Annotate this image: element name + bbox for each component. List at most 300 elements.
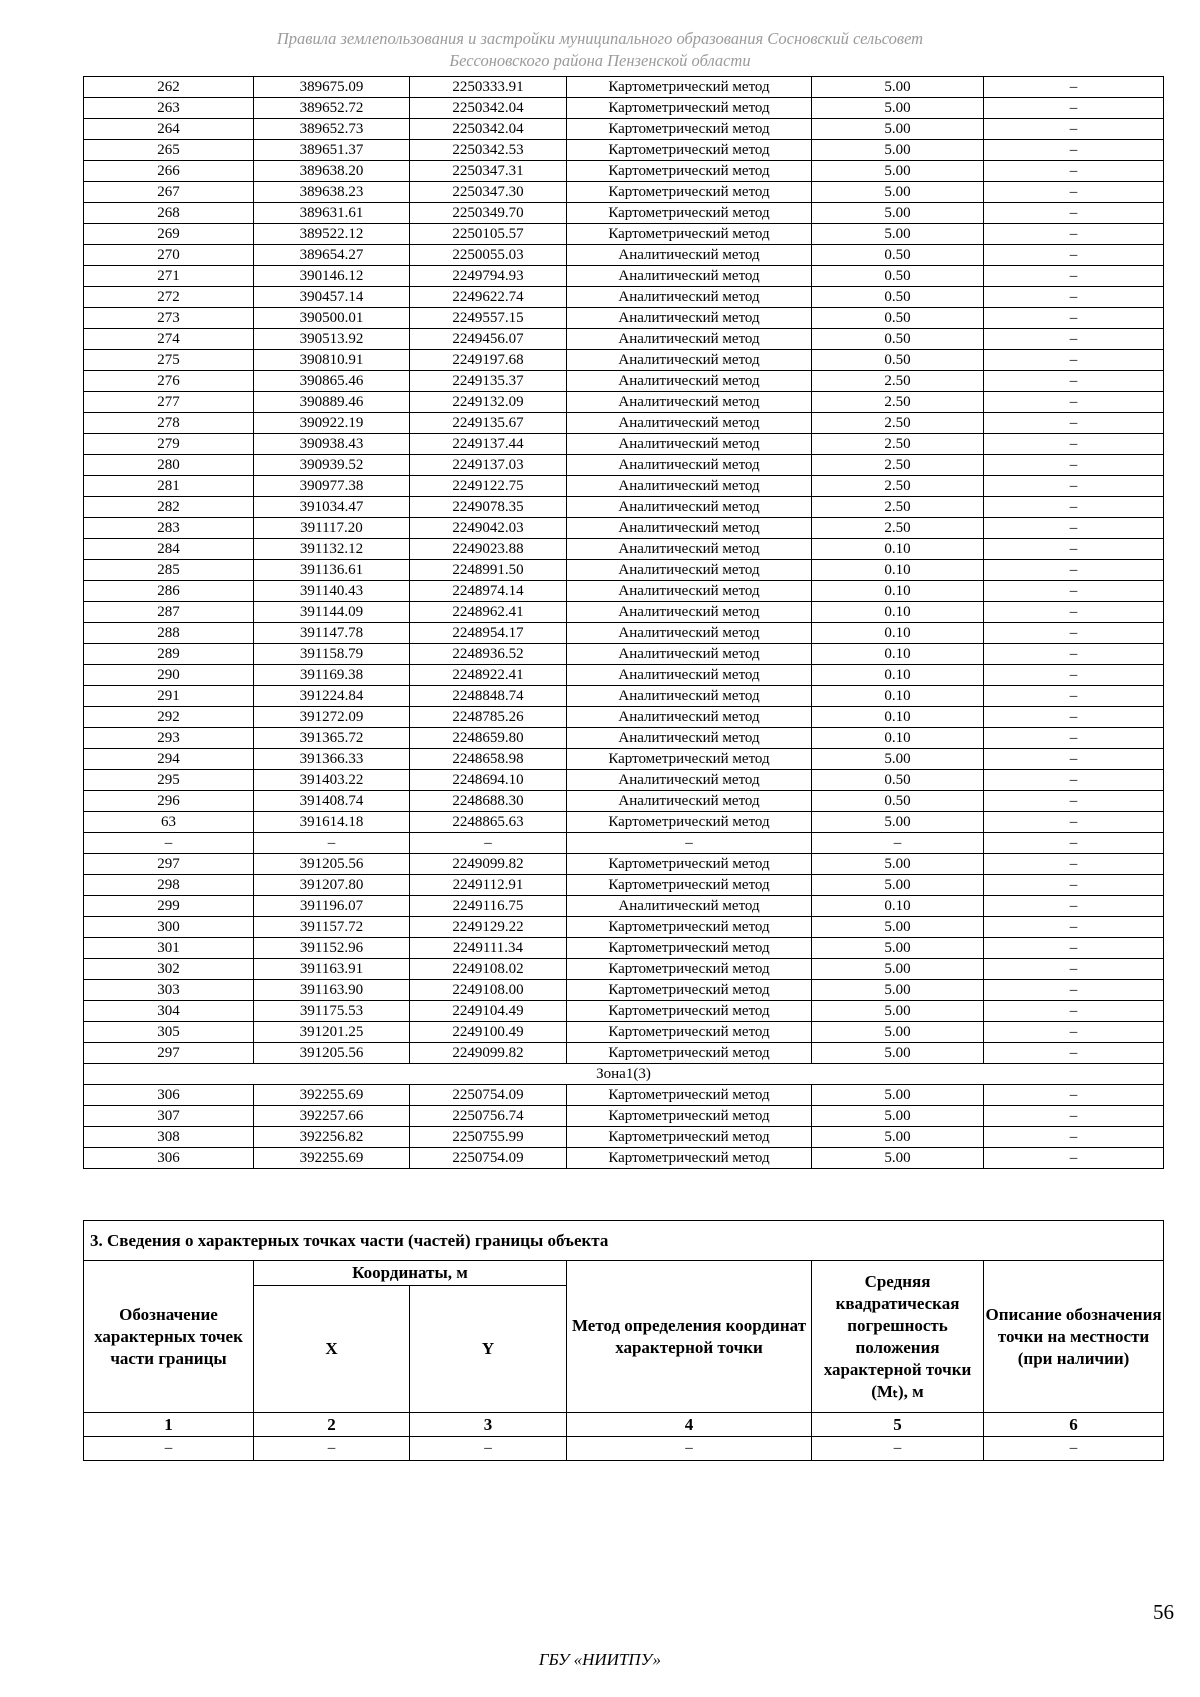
table-cell: Аналитический метод xyxy=(567,686,812,707)
table-cell: Картометрический метод xyxy=(567,854,812,875)
table-cell: Аналитический метод xyxy=(567,644,812,665)
table-row xyxy=(84,98,1164,119)
table-cell: 2249099.82 xyxy=(410,854,567,875)
table-cell: 288 xyxy=(84,623,254,644)
table-cell: 0.10 xyxy=(812,623,984,644)
table-cell: – xyxy=(984,119,1164,140)
table-row xyxy=(84,623,1164,644)
table-cell: 282 xyxy=(84,497,254,518)
table-cell: 0.50 xyxy=(812,287,984,308)
table-cell: 391207.80 xyxy=(254,875,410,896)
table-row xyxy=(84,392,1164,413)
table-cell: 274 xyxy=(84,329,254,350)
table-row xyxy=(84,917,1164,938)
table-cell: 2249129.22 xyxy=(410,917,567,938)
col-coords-header: Координаты, м xyxy=(254,1261,567,1286)
table-cell: 2250105.57 xyxy=(410,224,567,245)
table-cell: – xyxy=(984,1148,1164,1169)
table-cell: – xyxy=(567,1437,812,1461)
table-cell: – xyxy=(984,560,1164,581)
table-cell: – xyxy=(984,266,1164,287)
table-cell: 390146.12 xyxy=(254,266,410,287)
table-cell: 0.10 xyxy=(812,665,984,686)
section3-title: 3. Сведения о характерных точках части (частей) границы объекта xyxy=(84,1221,1164,1261)
table-row xyxy=(84,1022,1164,1043)
table-cell: Аналитический метод xyxy=(567,665,812,686)
table-cell: 262 xyxy=(84,77,254,98)
table-cell: 389522.12 xyxy=(254,224,410,245)
table-cell: 280 xyxy=(84,455,254,476)
table-cell: 391175.53 xyxy=(254,1001,410,1022)
table-row xyxy=(84,581,1164,602)
table-cell: 390938.43 xyxy=(254,434,410,455)
table-cell: 294 xyxy=(84,749,254,770)
table-cell: 2249197.68 xyxy=(410,350,567,371)
table-cell: – xyxy=(984,140,1164,161)
table-cell: 267 xyxy=(84,182,254,203)
table-cell: 5.00 xyxy=(812,980,984,1001)
page-number: 56 xyxy=(1153,1600,1174,1624)
table-row xyxy=(84,455,1164,476)
table-cell: Аналитический метод xyxy=(567,308,812,329)
table-cell: – xyxy=(984,329,1164,350)
table-cell: 269 xyxy=(84,224,254,245)
table-row xyxy=(84,1043,1164,1064)
zone-row xyxy=(84,1064,1164,1085)
table-cell: – xyxy=(984,665,1164,686)
table-row xyxy=(84,350,1164,371)
table-cell: 5.00 xyxy=(812,1148,984,1169)
table-row xyxy=(84,875,1164,896)
table-cell: 0.50 xyxy=(812,770,984,791)
table-cell: Картометрический метод xyxy=(567,1085,812,1106)
section3-table xyxy=(83,1220,1164,1461)
table-cell: 2248848.74 xyxy=(410,686,567,707)
table-cell: Картометрический метод xyxy=(567,812,812,833)
table-cell: Картометрический метод xyxy=(567,959,812,980)
table-cell: 389652.73 xyxy=(254,119,410,140)
table-cell: 295 xyxy=(84,770,254,791)
table-cell: Картометрический метод xyxy=(567,1127,812,1148)
table-cell: 2248785.26 xyxy=(410,707,567,728)
table-row xyxy=(84,161,1164,182)
table-row xyxy=(84,1148,1164,1169)
table-cell: – xyxy=(984,476,1164,497)
header-line-1: Правила землепользования и застройки муниципального образования Сосновский сельсовет xyxy=(276,29,924,48)
table-cell: 2250342.04 xyxy=(410,119,567,140)
table-cell: 5.00 xyxy=(812,161,984,182)
table-cell: 0.50 xyxy=(812,266,984,287)
table-cell: 2249042.03 xyxy=(410,518,567,539)
table-row xyxy=(84,980,1164,1001)
table-cell: 390865.46 xyxy=(254,371,410,392)
table-row xyxy=(84,1106,1164,1127)
table-cell: Картометрический метод xyxy=(567,77,812,98)
table-cell: 390939.52 xyxy=(254,455,410,476)
table-cell: 281 xyxy=(84,476,254,497)
col-y-header: Y xyxy=(410,1286,567,1413)
table-cell: 0.50 xyxy=(812,350,984,371)
table-cell: Аналитический метод xyxy=(567,413,812,434)
table-cell: 391147.78 xyxy=(254,623,410,644)
table-cell: 2250055.03 xyxy=(410,245,567,266)
table-cell: – xyxy=(984,308,1164,329)
table-cell: 2249111.34 xyxy=(410,938,567,959)
table-cell: 5.00 xyxy=(812,224,984,245)
table-row xyxy=(84,896,1164,917)
table-cell: 302 xyxy=(84,959,254,980)
table-cell: 2.50 xyxy=(812,455,984,476)
table-cell: 391614.18 xyxy=(254,812,410,833)
table-cell: 2250754.09 xyxy=(410,1148,567,1169)
table-cell: 263 xyxy=(84,98,254,119)
table-cell: 2.50 xyxy=(812,518,984,539)
table-cell: 307 xyxy=(84,1106,254,1127)
table-cell: 283 xyxy=(84,518,254,539)
table-cell: 391365.72 xyxy=(254,728,410,749)
table-cell: 389638.23 xyxy=(254,182,410,203)
table-cell: Аналитический метод xyxy=(567,392,812,413)
table-cell: 2250342.53 xyxy=(410,140,567,161)
table-cell: Аналитический метод xyxy=(567,707,812,728)
table-row xyxy=(84,959,1164,980)
table-cell: Картометрический метод xyxy=(567,1043,812,1064)
table-cell: – xyxy=(254,833,410,854)
table-cell: 284 xyxy=(84,539,254,560)
table-cell: 0.10 xyxy=(812,728,984,749)
table-cell: – xyxy=(984,455,1164,476)
table-row xyxy=(84,203,1164,224)
table-cell: – xyxy=(984,623,1164,644)
table-cell: – xyxy=(84,833,254,854)
table-cell: – xyxy=(984,224,1164,245)
table-cell: 2248936.52 xyxy=(410,644,567,665)
table-cell: – xyxy=(984,413,1164,434)
table-row xyxy=(84,938,1164,959)
table-cell: – xyxy=(984,434,1164,455)
table-row xyxy=(84,476,1164,497)
table-cell: 266 xyxy=(84,161,254,182)
table-cell: Аналитический метод xyxy=(567,602,812,623)
table-row xyxy=(84,791,1164,812)
table-cell: – xyxy=(984,1127,1164,1148)
col-number: 6 xyxy=(984,1413,1164,1437)
table-cell: 308 xyxy=(84,1127,254,1148)
table-cell: 0.50 xyxy=(812,329,984,350)
table-cell: 0.10 xyxy=(812,539,984,560)
table-cell: – xyxy=(84,1437,254,1461)
table-cell: 63 xyxy=(84,812,254,833)
table-cell: 391205.56 xyxy=(254,854,410,875)
table-row xyxy=(84,119,1164,140)
table-cell: 264 xyxy=(84,119,254,140)
table-cell: 2249622.74 xyxy=(410,287,567,308)
table-cell: 0.10 xyxy=(812,686,984,707)
table-cell: 285 xyxy=(84,560,254,581)
table-cell: Аналитический метод xyxy=(567,791,812,812)
table-cell: – xyxy=(984,602,1164,623)
table-cell: Аналитический метод xyxy=(567,371,812,392)
table-cell: 390513.92 xyxy=(254,329,410,350)
table-cell: 390889.46 xyxy=(254,392,410,413)
table-cell: – xyxy=(984,644,1164,665)
table-cell: 2250349.70 xyxy=(410,203,567,224)
table-cell: 301 xyxy=(84,938,254,959)
header-line-2: Бессоновского района Пензенской области xyxy=(449,51,751,70)
table-cell: – xyxy=(984,392,1164,413)
table-cell: 391201.25 xyxy=(254,1022,410,1043)
col-error-header: Средняя квадратическая погрешность положения характерной точки (Mₜ), м xyxy=(812,1261,984,1413)
table-row xyxy=(84,1127,1164,1148)
table-cell: 275 xyxy=(84,350,254,371)
table-cell: 2249104.49 xyxy=(410,1001,567,1022)
table-cell: 0.10 xyxy=(812,896,984,917)
table-cell: – xyxy=(984,812,1164,833)
table-cell: 279 xyxy=(84,434,254,455)
table-cell: 0.10 xyxy=(812,560,984,581)
table-cell: 286 xyxy=(84,581,254,602)
section3-empty-row xyxy=(84,1437,1164,1461)
table-cell: 391169.38 xyxy=(254,665,410,686)
table-cell: 5.00 xyxy=(812,749,984,770)
table-cell: 0.10 xyxy=(812,644,984,665)
table-row xyxy=(84,812,1164,833)
table-cell: 391163.90 xyxy=(254,980,410,1001)
table-cell: Картометрический метод xyxy=(567,140,812,161)
table-cell: 5.00 xyxy=(812,854,984,875)
table-cell: – xyxy=(984,938,1164,959)
table-cell: 2248694.10 xyxy=(410,770,567,791)
table-cell: Аналитический метод xyxy=(567,476,812,497)
table-cell: Аналитический метод xyxy=(567,581,812,602)
table-cell: Аналитический метод xyxy=(567,266,812,287)
table-cell: 5.00 xyxy=(812,959,984,980)
table-cell: 304 xyxy=(84,1001,254,1022)
table-cell: 5.00 xyxy=(812,812,984,833)
table-cell: 392257.66 xyxy=(254,1106,410,1127)
points-table xyxy=(83,76,1164,1169)
table-cell: Картометрический метод xyxy=(567,1001,812,1022)
table-cell: 297 xyxy=(84,1043,254,1064)
table-cell: – xyxy=(984,1022,1164,1043)
table-cell: – xyxy=(984,1106,1164,1127)
table-cell: Картометрический метод xyxy=(567,980,812,1001)
table-row xyxy=(84,1001,1164,1022)
table-cell: Аналитический метод xyxy=(567,560,812,581)
table-cell: 5.00 xyxy=(812,917,984,938)
table-cell: 2.50 xyxy=(812,476,984,497)
table-cell: – xyxy=(984,371,1164,392)
table-cell: 5.00 xyxy=(812,938,984,959)
table-row xyxy=(84,140,1164,161)
table-cell: 0.10 xyxy=(812,581,984,602)
table-cell: 391224.84 xyxy=(254,686,410,707)
table-cell: 277 xyxy=(84,392,254,413)
table-cell: – xyxy=(984,539,1164,560)
table-cell: – xyxy=(254,1437,410,1461)
table-cell: 392255.69 xyxy=(254,1148,410,1169)
table-cell: 389654.27 xyxy=(254,245,410,266)
table-cell: 391140.43 xyxy=(254,581,410,602)
table-cell: Аналитический метод xyxy=(567,770,812,791)
table-cell: 2.50 xyxy=(812,497,984,518)
table-row xyxy=(84,434,1164,455)
table-cell: 268 xyxy=(84,203,254,224)
table-cell: 389631.61 xyxy=(254,203,410,224)
table-cell: 0.10 xyxy=(812,707,984,728)
table-cell: 299 xyxy=(84,896,254,917)
table-cell: 392256.82 xyxy=(254,1127,410,1148)
table-cell: 298 xyxy=(84,875,254,896)
table-row xyxy=(84,728,1164,749)
table-cell: 391205.56 xyxy=(254,1043,410,1064)
zone-label: Зона1(3) xyxy=(84,1064,1164,1085)
table-cell: Картометрический метод xyxy=(567,182,812,203)
col-number: 1 xyxy=(84,1413,254,1437)
table-cell: 287 xyxy=(84,602,254,623)
table-cell: 5.00 xyxy=(812,119,984,140)
table-row xyxy=(84,245,1164,266)
table-cell: 390500.01 xyxy=(254,308,410,329)
table-cell: – xyxy=(984,203,1164,224)
table-cell: 0.50 xyxy=(812,308,984,329)
table-cell: 2248688.30 xyxy=(410,791,567,812)
table-cell: 2250333.91 xyxy=(410,77,567,98)
table-row xyxy=(84,287,1164,308)
table-cell: 2249100.49 xyxy=(410,1022,567,1043)
table-cell: – xyxy=(812,833,984,854)
table-cell: 391157.72 xyxy=(254,917,410,938)
table-row xyxy=(84,308,1164,329)
col-number: 2 xyxy=(254,1413,410,1437)
col-number: 3 xyxy=(410,1413,567,1437)
table-cell: 296 xyxy=(84,791,254,812)
table-cell: 2248962.41 xyxy=(410,602,567,623)
table-cell: 390977.38 xyxy=(254,476,410,497)
table-cell: Картометрический метод xyxy=(567,1106,812,1127)
table-cell: 2249099.82 xyxy=(410,1043,567,1064)
table-cell: 5.00 xyxy=(812,77,984,98)
table-cell: 2250754.09 xyxy=(410,1085,567,1106)
table-cell: Аналитический метод xyxy=(567,350,812,371)
table-cell: 2249116.75 xyxy=(410,896,567,917)
table-cell: 5.00 xyxy=(812,1022,984,1043)
table-cell: 2.50 xyxy=(812,371,984,392)
table-cell: 5.00 xyxy=(812,1127,984,1148)
page-footer: ГБУ «НИИТПУ» xyxy=(538,1650,662,1669)
table-cell: – xyxy=(984,245,1164,266)
table-cell: Аналитический метод xyxy=(567,497,812,518)
table-cell: 2248954.17 xyxy=(410,623,567,644)
table-cell: – xyxy=(984,686,1164,707)
table-cell: Аналитический метод xyxy=(567,518,812,539)
table-cell: 265 xyxy=(84,140,254,161)
table-cell: Аналитический метод xyxy=(567,245,812,266)
table-cell: – xyxy=(984,182,1164,203)
table-cell: Картометрический метод xyxy=(567,938,812,959)
table-cell: 2249135.37 xyxy=(410,371,567,392)
table-cell: 270 xyxy=(84,245,254,266)
table-cell: Картометрический метод xyxy=(567,161,812,182)
table-cell: 5.00 xyxy=(812,1106,984,1127)
col-points-header: Обозначение характерных точек части границы xyxy=(84,1261,254,1413)
table-cell: 2249557.15 xyxy=(410,308,567,329)
table-cell: – xyxy=(984,980,1164,1001)
table-row xyxy=(84,329,1164,350)
table-row xyxy=(84,707,1164,728)
table-cell: 2249137.03 xyxy=(410,455,567,476)
table-cell: 2250756.74 xyxy=(410,1106,567,1127)
table-cell: 306 xyxy=(84,1085,254,1106)
table-row xyxy=(84,413,1164,434)
table-cell: 5.00 xyxy=(812,140,984,161)
table-cell: 2248659.80 xyxy=(410,728,567,749)
table-cell: Аналитический метод xyxy=(567,434,812,455)
table-cell: – xyxy=(984,833,1164,854)
col-number: 4 xyxy=(567,1413,812,1437)
table-row xyxy=(84,686,1164,707)
table-row xyxy=(84,371,1164,392)
table-cell: 2249112.91 xyxy=(410,875,567,896)
table-row xyxy=(84,266,1164,287)
table-row xyxy=(84,560,1164,581)
table-cell: – xyxy=(984,917,1164,938)
table-cell: – xyxy=(984,749,1164,770)
table-cell: 391163.91 xyxy=(254,959,410,980)
table-row xyxy=(84,665,1164,686)
table-cell: 391272.09 xyxy=(254,707,410,728)
table-cell: – xyxy=(410,1437,567,1461)
table-cell: 278 xyxy=(84,413,254,434)
table-cell: Аналитический метод xyxy=(567,728,812,749)
table-cell: 2250342.04 xyxy=(410,98,567,119)
table-cell: 2.50 xyxy=(812,413,984,434)
table-cell: 0.50 xyxy=(812,245,984,266)
table-row xyxy=(84,539,1164,560)
table-cell: 2249023.88 xyxy=(410,539,567,560)
table-cell: 2248991.50 xyxy=(410,560,567,581)
table-cell: Картометрический метод xyxy=(567,917,812,938)
table-cell: 276 xyxy=(84,371,254,392)
table-cell: 390457.14 xyxy=(254,287,410,308)
table-cell: 2249456.07 xyxy=(410,329,567,350)
table-cell: – xyxy=(984,791,1164,812)
table-cell: 390922.19 xyxy=(254,413,410,434)
table-row xyxy=(84,77,1164,98)
table-cell: 272 xyxy=(84,287,254,308)
table-cell: 391196.07 xyxy=(254,896,410,917)
table-cell: – xyxy=(984,1001,1164,1022)
table-cell: 2250347.30 xyxy=(410,182,567,203)
table-cell: 2249794.93 xyxy=(410,266,567,287)
table-cell: 289 xyxy=(84,644,254,665)
table-cell: 2248658.98 xyxy=(410,749,567,770)
table-cell: 0.50 xyxy=(812,791,984,812)
table-cell: 5.00 xyxy=(812,182,984,203)
table-cell: 391158.79 xyxy=(254,644,410,665)
table-cell: 306 xyxy=(84,1148,254,1169)
table-cell: Аналитический метод xyxy=(567,329,812,350)
table-row xyxy=(84,749,1164,770)
table-cell: – xyxy=(984,1437,1164,1461)
page-header xyxy=(0,28,1200,72)
table-cell: – xyxy=(984,497,1164,518)
table-cell: – xyxy=(984,875,1164,896)
table-row xyxy=(84,602,1164,623)
table-cell: Картометрический метод xyxy=(567,875,812,896)
table-cell: – xyxy=(984,896,1164,917)
table-cell: 5.00 xyxy=(812,1043,984,1064)
